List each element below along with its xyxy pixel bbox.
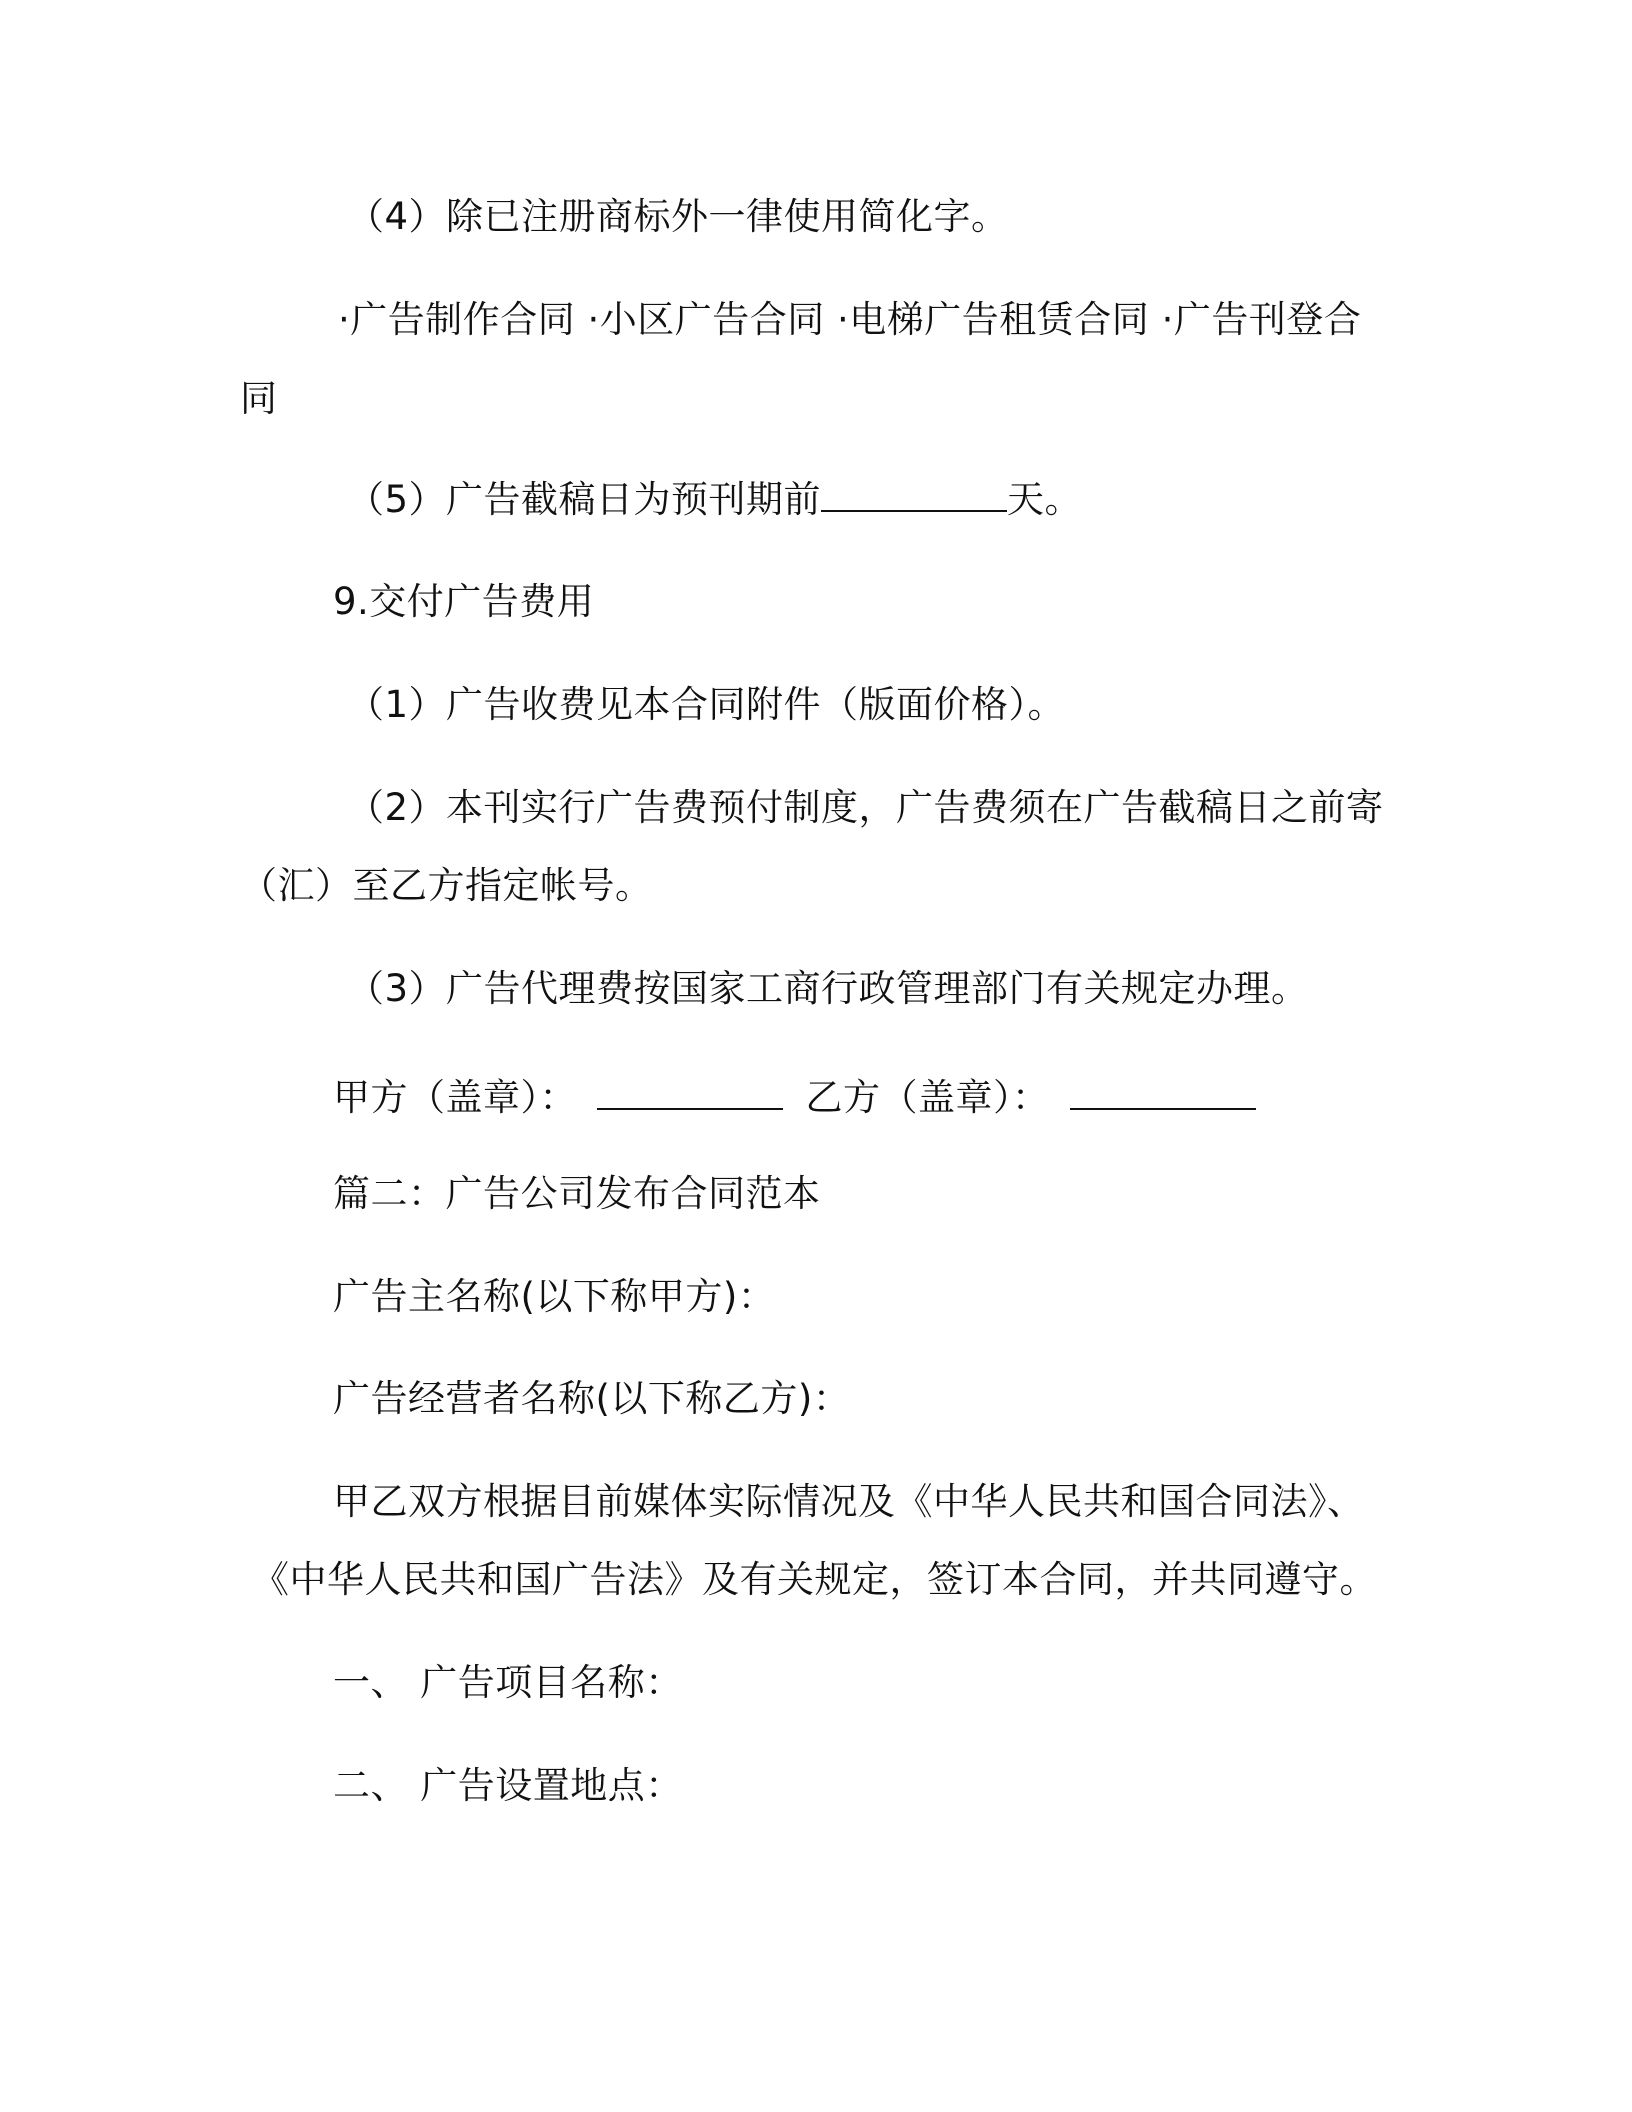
advertiser-name-label: 广告主名称(以下称甲方)： — [333, 1275, 776, 1318]
clause-4-simplified-characters: （4）除已注册商标外一律使用简化字。 — [347, 195, 1009, 238]
related-contracts-links[interactable]: ·广告制作合同 ·小区广告合同 ·电梯广告租赁合同 ·广告刊登合 — [338, 298, 1362, 341]
party-a-seal-blank — [597, 1078, 783, 1110]
item-1-project-name: 一、 广告项目名称： — [333, 1661, 683, 1704]
deadline-days-blank — [821, 480, 1007, 512]
clause-3-agency-fee: （3）广告代理费按国家工商行政管理部门有关规定办理。 — [347, 967, 1309, 1010]
part-two-heading: 篇二：广告公司发布合同范本 — [333, 1172, 821, 1215]
party-a-seal-label: 甲方（盖章）： — [333, 1076, 577, 1119]
party-b-seal-label: 乙方（盖章）： — [805, 1076, 1050, 1119]
clause-2-prepayment-continued: （汇）至乙方指定帐号。 — [240, 864, 653, 907]
clause-2-prepayment: （2）本刊实行广告费预付制度，广告费须在广告截稿日之前寄 — [347, 786, 1384, 829]
clause-5-deadline: （5）广告截稿日为预刊期前 天。 — [347, 478, 1083, 521]
section-9-heading: 9.交付广告费用 — [333, 580, 595, 623]
party-b-seal-blank — [1070, 1078, 1256, 1110]
ad-operator-name-label: 广告经营者名称(以下称乙方)： — [333, 1377, 851, 1420]
related-contracts-links-continued[interactable]: 同 — [240, 377, 278, 420]
agreement-basis-paragraph-continued: 《中华人民共和国广告法》及有关规定，签订本合同，并共同遵守。 — [252, 1558, 1377, 1601]
signature-line — [333, 1076, 1256, 1120]
clause-1-fees: （1）广告收费见本合同附件（版面价格）。 — [347, 683, 1066, 726]
item-2-location: 二、 广告设置地点： — [333, 1764, 683, 1807]
agreement-basis-paragraph: 甲乙双方根据目前媒体实际情况及《中华人民共和国合同法》、 — [333, 1480, 1365, 1523]
